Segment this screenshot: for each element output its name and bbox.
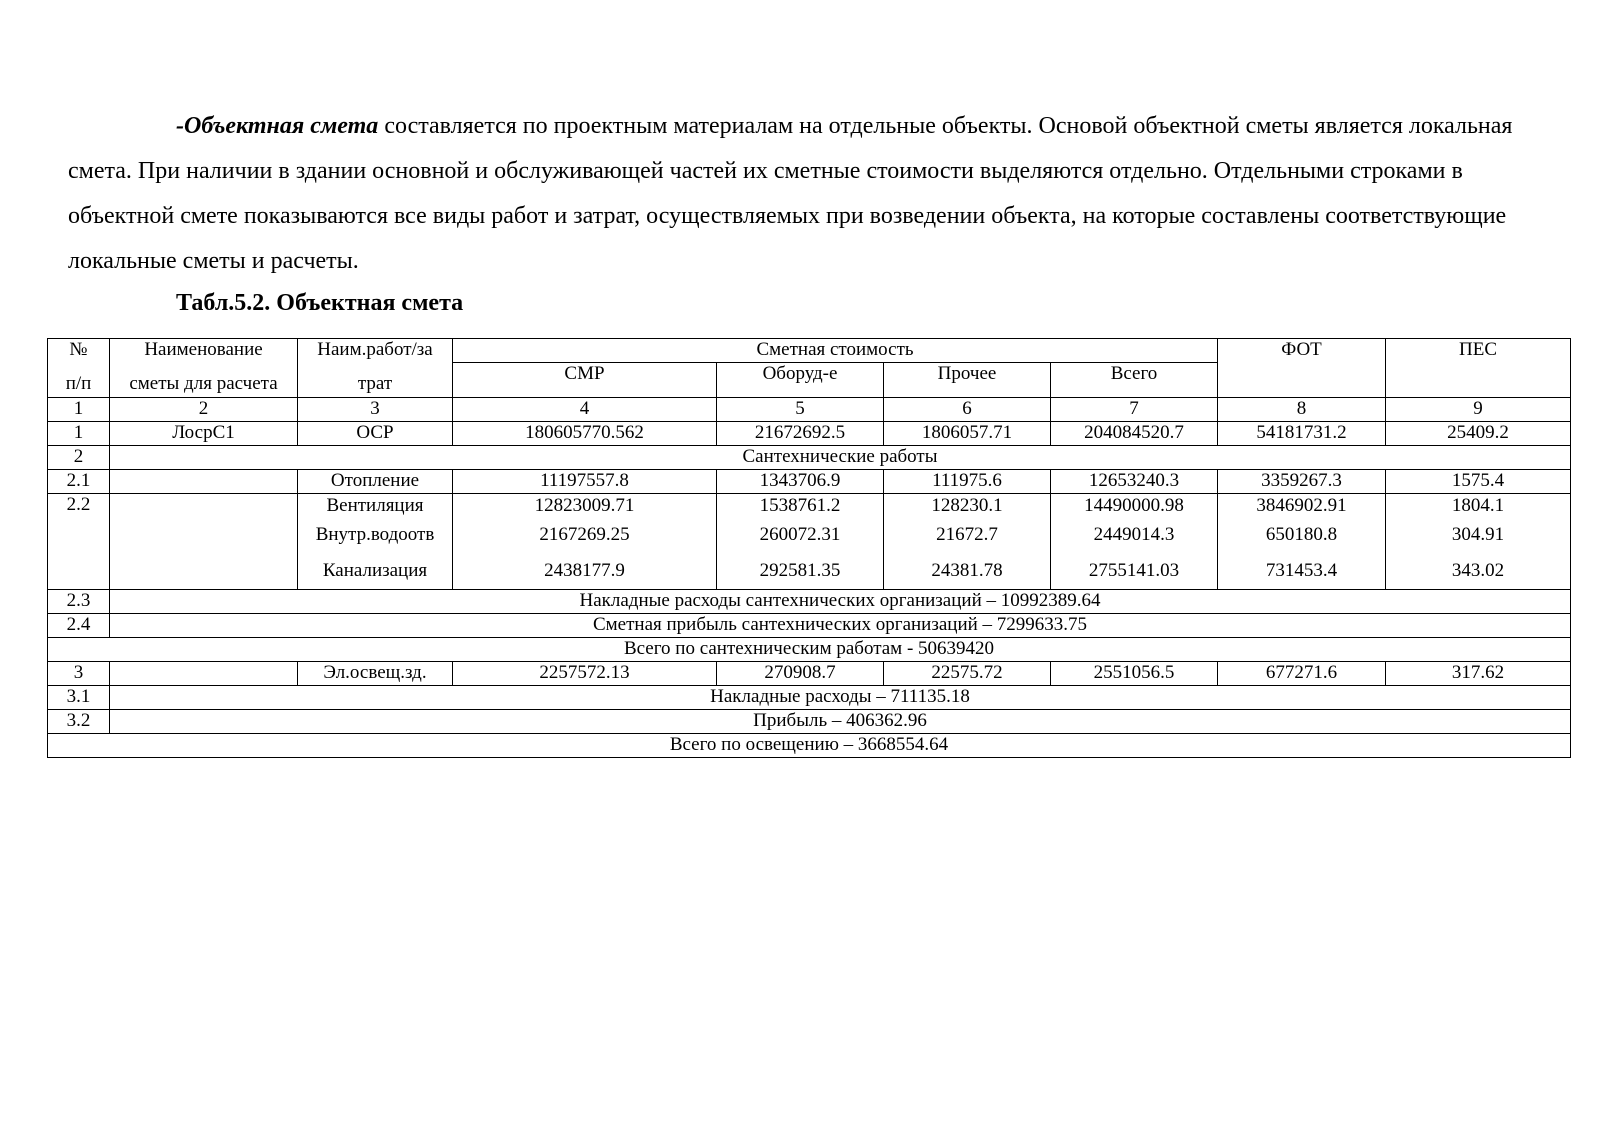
value-line: 260072.31 <box>759 524 841 545</box>
value-line: 2438177.9 <box>544 560 625 581</box>
header-smr: СМР <box>453 363 717 398</box>
header-other: Прочее <box>884 363 1051 398</box>
cell-name <box>110 494 298 590</box>
overhead-lighting: Накладные расходы – 711135.18 <box>110 686 1571 710</box>
col-number: 9 <box>1386 398 1571 422</box>
header-num-bottom: п/п <box>65 373 92 394</box>
cell-total: 204084520.7 <box>1051 422 1218 446</box>
profit-lighting: Прибыль – 406362.96 <box>110 710 1571 734</box>
cell-fot: 3359267.3 <box>1218 470 1386 494</box>
table-row <box>48 638 1571 662</box>
col-number: 4 <box>453 398 717 422</box>
value-line: 731453.4 <box>1265 560 1338 581</box>
header-row-1 <box>48 339 1571 363</box>
value-line: 1538761.2 <box>759 495 841 516</box>
cell-num: 3.2 <box>48 710 110 734</box>
cell-num: 1 <box>48 422 110 446</box>
table-row <box>48 470 1571 494</box>
cell-work: Эл.освещ.зд. <box>298 662 453 686</box>
cell-pes: 25409.2 <box>1386 422 1571 446</box>
cell-other: 111975.6 <box>884 470 1051 494</box>
header-num <box>48 339 110 398</box>
profit-sanitary: Сметная прибыль сантехнических организаций – 7299633.75 <box>110 614 1571 638</box>
header-name-top: Наименование <box>144 339 263 360</box>
cell-fot: 54181731.2 <box>1218 422 1386 446</box>
value-line: 2755141.03 <box>1088 560 1180 581</box>
cell-num: 3 <box>48 662 110 686</box>
col-number: 2 <box>110 398 298 422</box>
intro-text: составляется по проектным материалам на отдельные объекты. Основой объектной сметы является локальная смета. При наличии в здании основной и обслуживающей частей их сметные стоимости выделяются отдельно. Отдельными строками в объектной смете показываются все виды работ и затрат, осуществляемых при возведении объекта, на которые составлены соответствующие локальные сметы и расчеты. <box>68 113 1513 274</box>
overhead-sanitary: Накладные расходы сантехнических организаций – 10992389.64 <box>110 590 1571 614</box>
cell-num: 2.3 <box>48 590 110 614</box>
cell-total <box>1051 494 1218 590</box>
table-row <box>48 662 1571 686</box>
cell-smr <box>453 494 717 590</box>
cell-fot <box>1218 494 1386 590</box>
cell-total: 2551056.5 <box>1051 662 1218 686</box>
cell-num: 2.2 <box>48 494 110 590</box>
table-row <box>48 614 1571 638</box>
cell-equip: 21672692.5 <box>717 422 884 446</box>
value-line: 12823009.71 <box>534 495 635 516</box>
cell-equip: 270908.7 <box>717 662 884 686</box>
work-line: Внутр.водоотв <box>315 524 435 545</box>
value-line: 1804.1 <box>1451 495 1505 516</box>
col-number: 7 <box>1051 398 1218 422</box>
cell-fot: 677271.6 <box>1218 662 1386 686</box>
col-number: 6 <box>884 398 1051 422</box>
cell-pes <box>1386 494 1571 590</box>
value-line: 343.02 <box>1451 560 1505 581</box>
cell-other: 1806057.71 <box>884 422 1051 446</box>
value-line: 2449014.3 <box>1093 524 1175 545</box>
header-work-bottom: трат <box>357 373 393 394</box>
value-line: 3846902.91 <box>1256 495 1347 516</box>
table-row <box>48 686 1571 710</box>
cell-name <box>110 470 298 494</box>
cell-pes: 317.62 <box>1386 662 1571 686</box>
work-line: Канализация <box>322 560 428 581</box>
value-line: 292581.35 <box>759 560 841 581</box>
cell-smr: 2257572.13 <box>453 662 717 686</box>
header-work-top: Наим.работ/за <box>317 339 433 360</box>
total-sanitary: Всего по сантехническим работам - 50639420 <box>48 638 1571 662</box>
header-name-bottom: сметы для расчета <box>129 373 278 394</box>
cell-smr: 180605770.562 <box>453 422 717 446</box>
value-line: 24381.78 <box>931 560 1003 581</box>
header-fot: ФОТ <box>1218 339 1386 398</box>
cell-total: 12653240.3 <box>1051 470 1218 494</box>
col-number: 8 <box>1218 398 1386 422</box>
table-row <box>48 422 1571 446</box>
table-row <box>48 734 1571 758</box>
col-number: 1 <box>48 398 110 422</box>
header-num-top: № <box>69 339 88 360</box>
cell-name: ЛосрС1 <box>110 422 298 446</box>
value-line: 21672.7 <box>936 524 998 545</box>
cell-work: ОСР <box>298 422 453 446</box>
object-estimate-table <box>47 338 1571 758</box>
table-row-multiline <box>48 494 1571 590</box>
intro-paragraph <box>68 104 1568 284</box>
cell-equip: 1343706.9 <box>717 470 884 494</box>
col-number: 5 <box>717 398 884 422</box>
cell-num: 2 <box>48 446 110 470</box>
header-total: Всего <box>1051 363 1218 398</box>
work-line: Вентиляция <box>326 495 424 516</box>
cell-other <box>884 494 1051 590</box>
cell-name <box>110 662 298 686</box>
value-line: 128230.1 <box>931 495 1003 516</box>
cell-num: 2.1 <box>48 470 110 494</box>
header-name <box>110 339 298 398</box>
cell-num: 2.4 <box>48 614 110 638</box>
cell-works <box>298 494 453 590</box>
cell-work: Отопление <box>298 470 453 494</box>
column-numbers-row <box>48 398 1571 422</box>
total-lighting: Всего по освещению – 3668554.64 <box>48 734 1571 758</box>
table-row <box>48 590 1571 614</box>
value-line: 2167269.25 <box>539 524 630 545</box>
table-row <box>48 710 1571 734</box>
cell-smr: 11197557.8 <box>453 470 717 494</box>
cell-num: 3.1 <box>48 686 110 710</box>
cell-other: 22575.72 <box>884 662 1051 686</box>
value-line: 14490000.98 <box>1084 495 1184 516</box>
header-work <box>298 339 453 398</box>
header-pes: ПЕС <box>1386 339 1571 398</box>
value-line: 650180.8 <box>1265 524 1338 545</box>
cell-pes: 1575.4 <box>1386 470 1571 494</box>
table-row <box>48 446 1571 470</box>
header-equip: Оборуд-е <box>717 363 884 398</box>
section-title: Сантехнические работы <box>110 446 1571 470</box>
col-number: 3 <box>298 398 453 422</box>
value-line: 304.91 <box>1451 524 1505 545</box>
cell-equip <box>717 494 884 590</box>
table-caption: Табл.5.2. Объектная смета <box>176 290 464 316</box>
intro-term: -Объектная смета <box>176 113 379 139</box>
header-cost-group: Сметная стоимость <box>453 339 1218 363</box>
